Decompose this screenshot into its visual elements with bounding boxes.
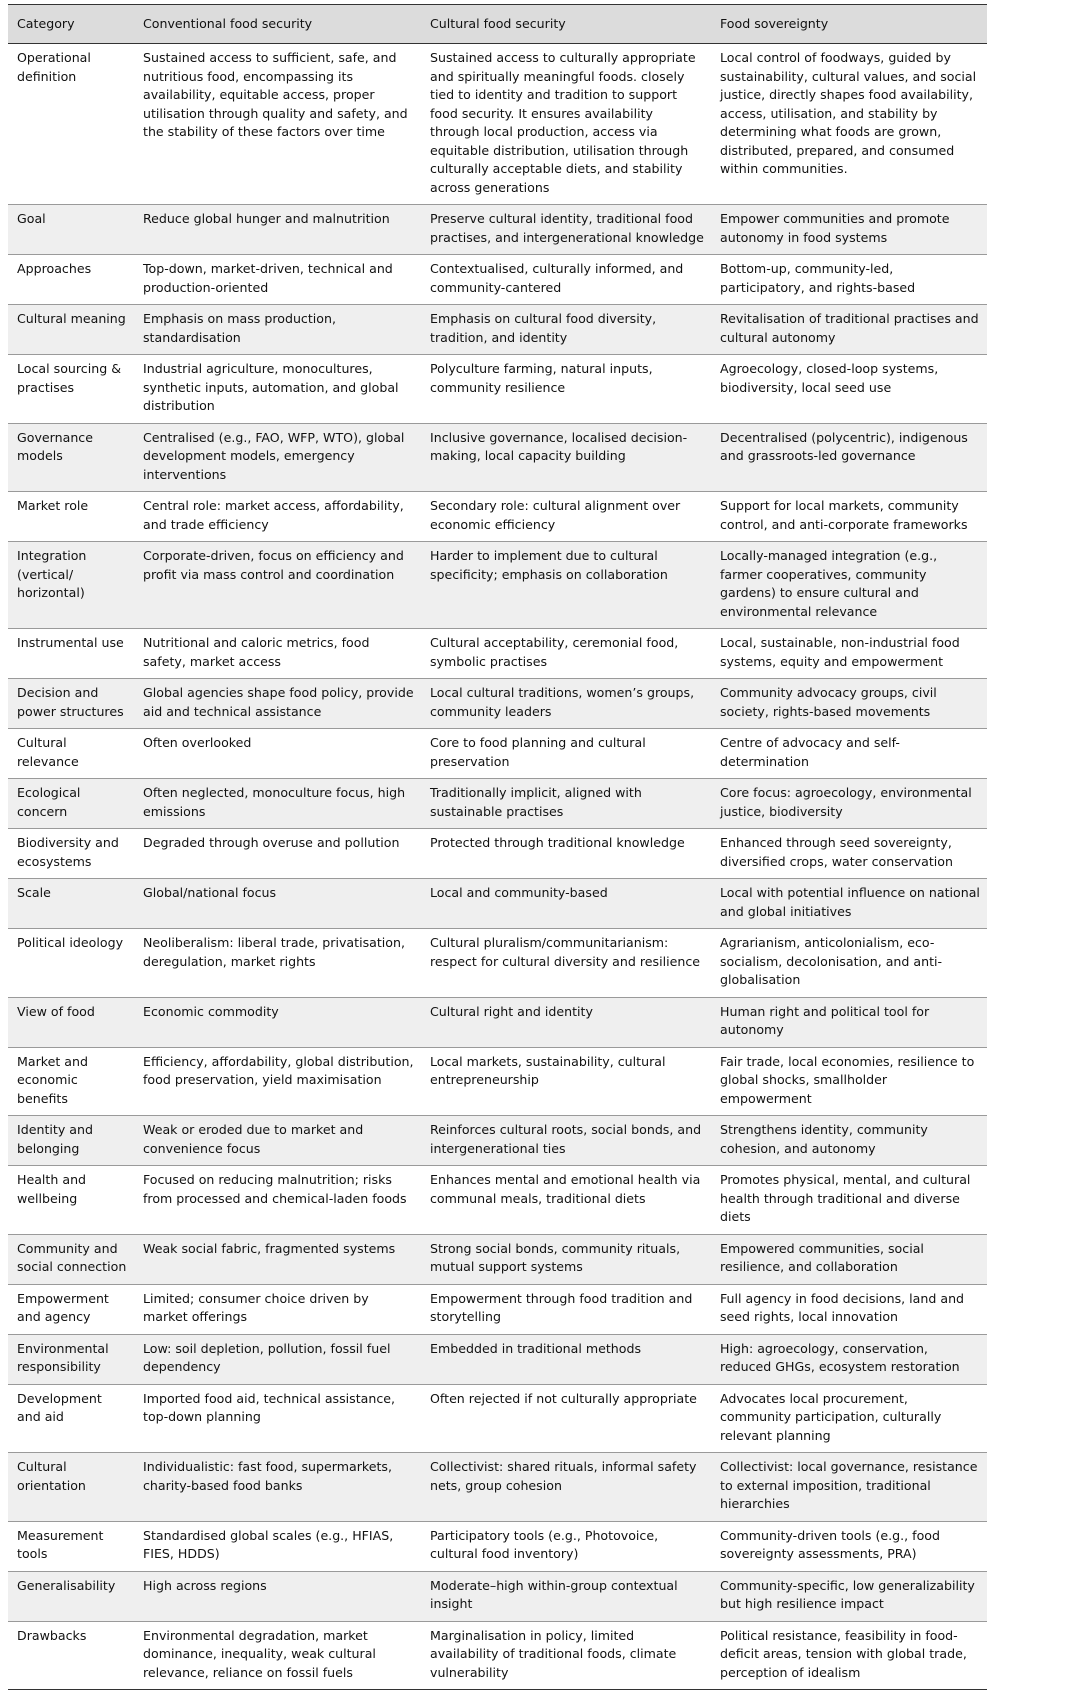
conventional-cell: Focused on reducing malnutrition; risks from processed and chemical-laden foods [134,1166,421,1235]
cultural-cell: Moderate–high within-group contextual insight [421,1571,711,1621]
table-row [8,929,987,998]
row-category-cell: Instrumental use [8,629,134,679]
cultural-cell: Harder to implement due to cultural specificity; emphasis on collaboration [421,542,711,629]
row-category-cell: Governance models [8,423,134,492]
conventional-cell: Often neglected, monoculture focus, high emissions [134,779,421,829]
row-category-cell: Local sourcing & practises [8,355,134,424]
cultural-cell: Polyculture farming, natural inputs, community resilience [421,355,711,424]
sovereignty-cell: Strengthens identity, community cohesion, and autonomy [711,1116,987,1166]
conventional-cell: Standardised global scales (e.g., HFIAS, FIES, HDDS) [134,1521,421,1571]
cultural-cell: Empowerment through food tradition and storytelling [421,1284,711,1334]
row-category-cell: Cultural meaning [8,305,134,355]
conventional-cell: Emphasis on mass production, standardisation [134,305,421,355]
conventional-cell: Nutritional and caloric metrics, food safety, market access [134,629,421,679]
comparison-table [8,4,987,1690]
sovereignty-cell: Locally-managed integration (e.g., farmer cooperatives, community gardens) to ensure cultural and environmental relevance [711,542,987,629]
table-row [8,542,987,629]
row-category-cell: Ecological concern [8,779,134,829]
conventional-cell: Imported food aid, technical assistance, top-down planning [134,1384,421,1453]
row-category-cell: Drawbacks [8,1621,134,1690]
sovereignty-cell: Full agency in food decisions, land and seed rights, local innovation [711,1284,987,1334]
table-row [8,1284,987,1334]
row-category-cell: Community and social connection [8,1234,134,1284]
conventional-cell: Reduce global hunger and malnutrition [134,205,421,255]
sovereignty-cell: Fair trade, local economies, resilience to global shocks, smallholder empowerment [711,1047,987,1116]
conventional-cell: Global/national focus [134,879,421,929]
row-category-cell: Integration (vertical/ horizontal) [8,542,134,629]
cultural-cell: Cultural right and identity [421,997,711,1047]
cultural-cell: Emphasis on cultural food diversity, tradition, and identity [421,305,711,355]
row-category-cell: Empowerment and agency [8,1284,134,1334]
sovereignty-cell: Political resistance, feasibility in food-deficit areas, tension with global trade, perception of idealism [711,1621,987,1690]
cultural-cell: Cultural acceptability, ceremonial food, symbolic practises [421,629,711,679]
table-row [8,492,987,542]
conventional-cell: Economic commodity [134,997,421,1047]
table-row [8,305,987,355]
cultural-cell: Secondary role: cultural alignment over economic efficiency [421,492,711,542]
cultural-cell: Participatory tools (e.g., Photovoice, cultural food inventory) [421,1521,711,1571]
table-row [8,679,987,729]
sovereignty-cell: Promotes physical, mental, and cultural health through traditional and diverse diets [711,1166,987,1235]
row-category-cell: Decision and power structures [8,679,134,729]
cultural-cell: Local cultural traditions, women’s groups, community leaders [421,679,711,729]
sovereignty-cell: Advocates local procurement, community participation, culturally relevant planning [711,1384,987,1453]
row-category-cell: Measurement tools [8,1521,134,1571]
row-category-cell: Political ideology [8,929,134,998]
column-header-category: Category [8,5,134,44]
conventional-cell: Industrial agriculture, monocultures, synthetic inputs, automation, and global distribution [134,355,421,424]
sovereignty-cell: Collectivist: local governance, resistance to external imposition, traditional hierarchies [711,1453,987,1522]
sovereignty-cell: Local with potential influence on national and global initiatives [711,879,987,929]
table-row [8,44,987,205]
cultural-cell: Sustained access to culturally appropriate and spiritually meaningful foods. closely tied to identity and tradition to support food security. It ensures availability through local production, access via equitable distribution, utilisation through culturally acceptable diets, and stability across generations [421,44,711,205]
table-row [8,1621,987,1690]
cultural-cell: Collectivist: shared rituals, informal safety nets, group cohesion [421,1453,711,1522]
conventional-cell: Neoliberalism: liberal trade, privatisation, deregulation, market rights [134,929,421,998]
sovereignty-cell: Core focus: agroecology, environmental justice, biodiversity [711,779,987,829]
sovereignty-cell: Enhanced through seed sovereignty, diversified crops, water conservation [711,829,987,879]
cultural-cell: Local and community-based [421,879,711,929]
conventional-cell: Efficiency, affordability, global distribution, food preservation, yield maximisation [134,1047,421,1116]
row-category-cell: Goal [8,205,134,255]
row-category-cell: Generalisability [8,1571,134,1621]
cultural-cell: Enhances mental and emotional health via communal meals, traditional diets [421,1166,711,1235]
row-category-cell: View of food [8,997,134,1047]
table-row [8,629,987,679]
table-row [8,997,987,1047]
table-row [8,829,987,879]
table-row [8,1453,987,1522]
column-header-cultural: Cultural food security [421,5,711,44]
sovereignty-cell: Community advocacy groups, civil society, rights-based movements [711,679,987,729]
conventional-cell: Environmental degradation, market dominance, inequality, weak cultural relevance, reliance on fossil fuels [134,1621,421,1690]
conventional-cell: Global agencies shape food policy, provide aid and technical assistance [134,679,421,729]
conventional-cell: Weak social fabric, fragmented systems [134,1234,421,1284]
conventional-cell: Degraded through overuse and pollution [134,829,421,879]
conventional-cell: Low: soil depletion, pollution, fossil fuel dependency [134,1334,421,1384]
conventional-cell: Sustained access to sufficient, safe, and nutritious food, encompassing its availability, equitable access, proper utilisation through quality and safety, and the stability of these factors over time [134,44,421,205]
row-category-cell: Market and economic benefits [8,1047,134,1116]
conventional-cell: Individualistic: fast food, supermarkets, charity-based food banks [134,1453,421,1522]
cultural-cell: Preserve cultural identity, traditional food practises, and intergenerational knowledge [421,205,711,255]
conventional-cell: Limited; consumer choice driven by market offerings [134,1284,421,1334]
table-row [8,879,987,929]
table-row [8,1334,987,1384]
row-category-cell: Cultural orientation [8,1453,134,1522]
cultural-cell: Cultural pluralism/communitarianism: respect for cultural diversity and resilience [421,929,711,998]
table-header-row [8,5,987,44]
table-row [8,1047,987,1116]
cultural-cell: Reinforces cultural roots, social bonds, and intergenerational ties [421,1116,711,1166]
sovereignty-cell: Empower communities and promote autonomy in food systems [711,205,987,255]
table-row [8,355,987,424]
table-row [8,1521,987,1571]
sovereignty-cell: Support for local markets, community control, and anti-corporate frameworks [711,492,987,542]
row-category-cell: Approaches [8,255,134,305]
sovereignty-cell: Local, sustainable, non-industrial food systems, equity and empowerment [711,629,987,679]
table-body [8,44,987,1690]
sovereignty-cell: Human right and political tool for autonomy [711,997,987,1047]
table-row [8,779,987,829]
sovereignty-cell: High: agroecology, conservation, reduced GHGs, ecosystem restoration [711,1334,987,1384]
conventional-cell: Corporate-driven, focus on efficiency and profit via mass control and coordination [134,542,421,629]
sovereignty-cell: Community-driven tools (e.g., food sovereignty assessments, PRA) [711,1521,987,1571]
row-category-cell: Scale [8,879,134,929]
row-category-cell: Health and wellbeing [8,1166,134,1235]
table-row [8,423,987,492]
row-category-cell: Development and aid [8,1384,134,1453]
row-category-cell: Market role [8,492,134,542]
cultural-cell: Marginalisation in policy, limited availability of traditional foods, climate vulnerability [421,1621,711,1690]
row-category-cell: Environmental responsibility [8,1334,134,1384]
conventional-cell: Central role: market access, affordability, and trade efficiency [134,492,421,542]
table-row [8,205,987,255]
sovereignty-cell: Bottom-up, community-led, participatory, and rights-based [711,255,987,305]
row-category-cell: Operational definition [8,44,134,205]
sovereignty-cell: Revitalisation of traditional practises and cultural autonomy [711,305,987,355]
table-row [8,1116,987,1166]
conventional-cell: Weak or eroded due to market and convenience focus [134,1116,421,1166]
conventional-cell: High across regions [134,1571,421,1621]
table-row [8,255,987,305]
sovereignty-cell: Centre of advocacy and self-determination [711,729,987,779]
sovereignty-cell: Agrarianism, anticolonialism, eco-socialism, decolonisation, and anti-globalisation [711,929,987,998]
cultural-cell: Local markets, sustainability, cultural entrepreneurship [421,1047,711,1116]
conventional-cell: Top-down, market-driven, technical and production-oriented [134,255,421,305]
table-row [8,1384,987,1453]
cultural-cell: Strong social bonds, community rituals, mutual support systems [421,1234,711,1284]
cultural-cell: Protected through traditional knowledge [421,829,711,879]
conventional-cell: Often overlooked [134,729,421,779]
cultural-cell: Contextualised, culturally informed, and community-cantered [421,255,711,305]
sovereignty-cell: Agroecology, closed-loop systems, biodiversity, local seed use [711,355,987,424]
sovereignty-cell: Decentralised (polycentric), indigenous and grassroots-led governance [711,423,987,492]
table-row [8,1234,987,1284]
table-row [8,1166,987,1235]
row-category-cell: Biodiversity and ecosystems [8,829,134,879]
conventional-cell: Centralised (e.g., FAO, WFP, WTO), global development models, emergency interventions [134,423,421,492]
sovereignty-cell: Empowered communities, social resilience, and collaboration [711,1234,987,1284]
cultural-cell: Core to food planning and cultural preservation [421,729,711,779]
column-header-conventional: Conventional food security [134,5,421,44]
cultural-cell: Embedded in traditional methods [421,1334,711,1384]
cultural-cell: Often rejected if not culturally appropriate [421,1384,711,1453]
sovereignty-cell: Local control of foodways, guided by sustainability, cultural values, and social justice, directly shapes food availability, access, utilisation, and stability by determining what foods are grown, distributed, prepared, and consumed within communities. [711,44,987,205]
row-category-cell: Identity and belonging [8,1116,134,1166]
cultural-cell: Traditionally implicit, aligned with sustainable practises [421,779,711,829]
table-row [8,729,987,779]
cultural-cell: Inclusive governance, localised decision-making, local capacity building [421,423,711,492]
table-row [8,1571,987,1621]
column-header-sovereignty: Food sovereignty [711,5,987,44]
row-category-cell: Cultural relevance [8,729,134,779]
sovereignty-cell: Community-specific, low generalizability but high resilience impact [711,1571,987,1621]
